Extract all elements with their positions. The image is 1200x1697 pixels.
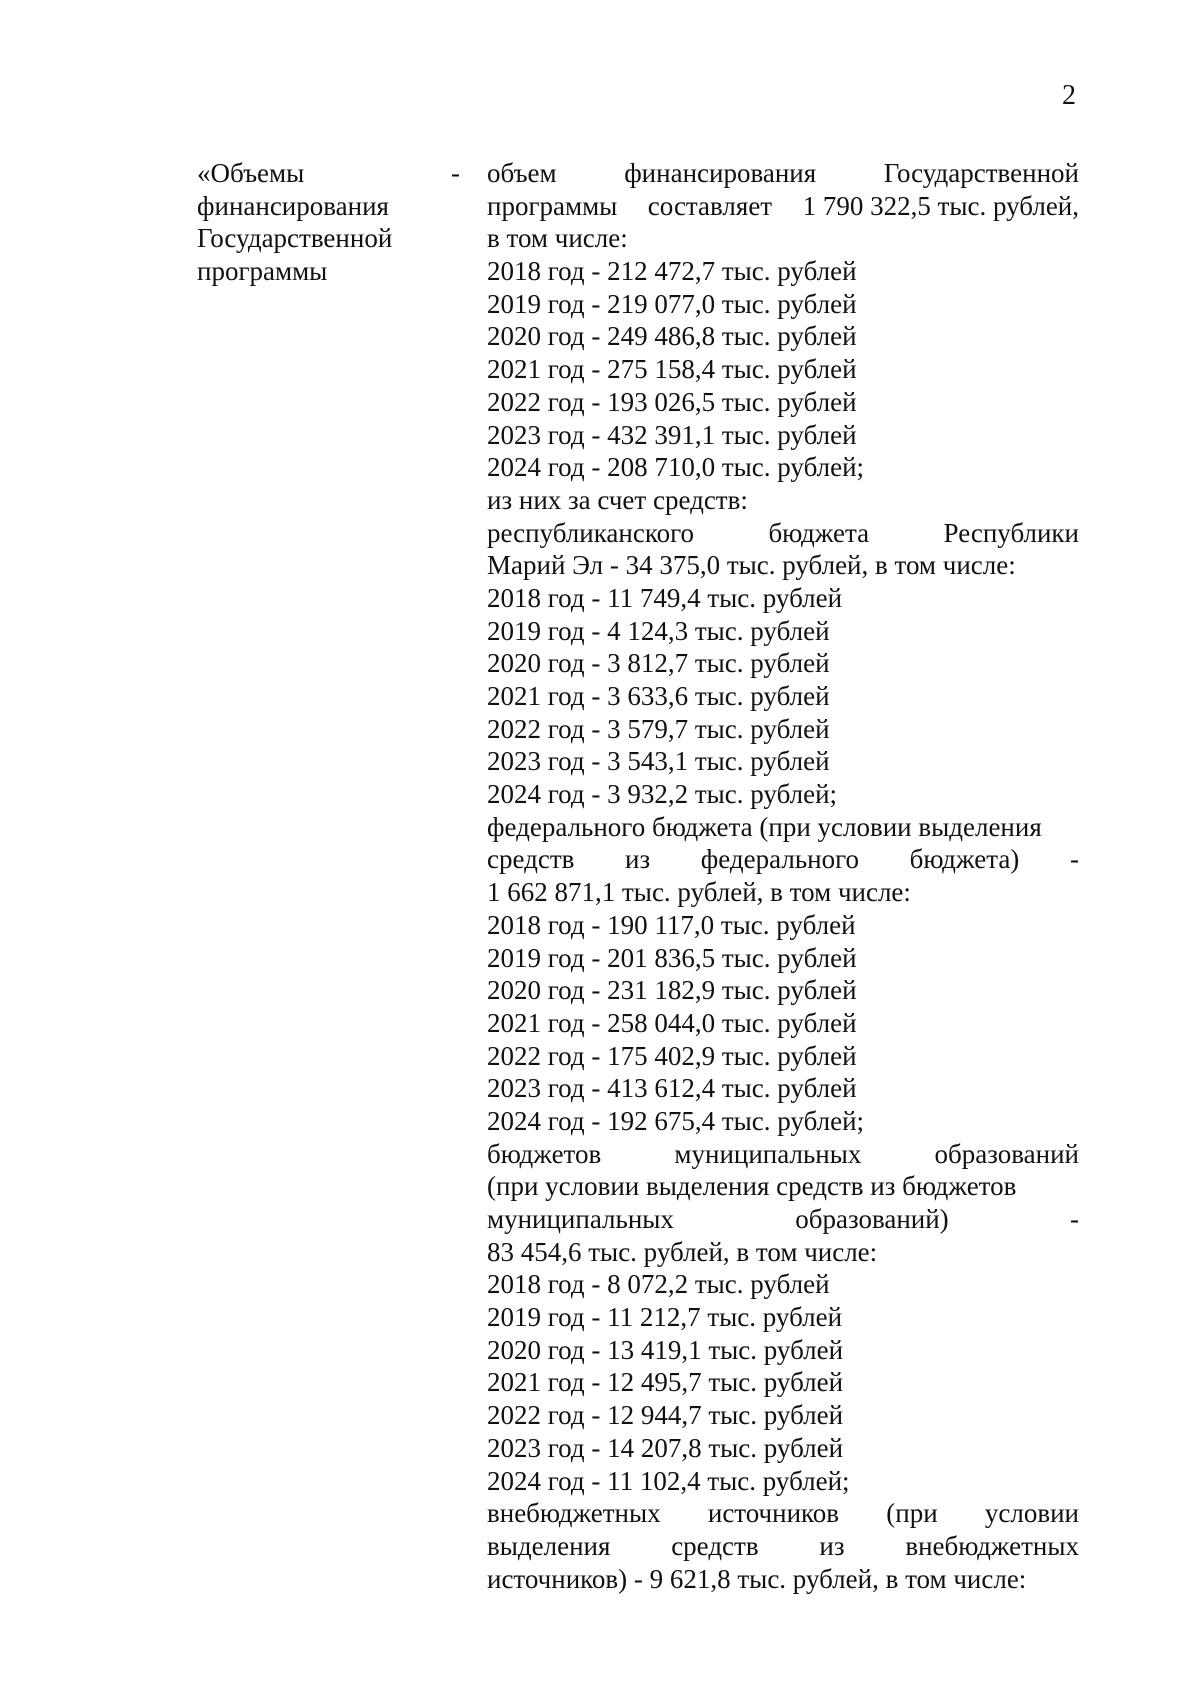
funding-line: 2020 год - 249 486,8 тыс. рублей: [487, 321, 857, 352]
funding-line-word: бюджета: [768, 517, 870, 548]
funding-line: 2022 год - 3 579,7 тыс. рублей: [487, 713, 830, 744]
funding-line: 2022 год - 175 402,9 тыс. рублей: [487, 1040, 857, 1071]
funding-line: 83 454,6 тыс. рублей, в том числе:: [487, 1236, 878, 1267]
funding-line: Марий Эл - 34 375,0 тыс. рублей, в том числе:: [487, 550, 1016, 581]
funding-line: в том числе:: [487, 223, 628, 254]
funding-line: 2018 год - 212 472,7 тыс. рублей: [487, 256, 857, 287]
funding-line: [487, 517, 1079, 550]
funding-line-word: из: [819, 1530, 845, 1561]
funding-line-word: средств: [487, 844, 575, 875]
funding-line-word: Государственной: [883, 158, 1079, 188]
funding-line: 2022 год - 12 944,7 тыс. рублей: [487, 1400, 844, 1431]
funding-line: [487, 1530, 1079, 1563]
funding-line: 2021 год - 275 158,4 тыс. рублей: [487, 354, 857, 385]
funding-line: 2024 год - 3 932,2 тыс. рублей;: [487, 779, 838, 810]
separator-dash: -: [451, 158, 460, 188]
funding-line: 2021 год - 3 633,6 тыс. рублей: [487, 681, 830, 711]
funding-line: 2020 год - 13 419,1 тыс. рублей: [487, 1334, 844, 1365]
funding-line: федерального бюджета (при условии выделения: [487, 811, 1042, 842]
funding-line-word: бюджета): [909, 844, 1020, 875]
funding-line-word: финансирования: [624, 158, 817, 188]
page-number: 2: [1062, 80, 1076, 111]
funding-line: 2024 год - 208 710,0 тыс. рублей;: [487, 452, 865, 483]
funding-line: 1 662 871,1 тыс. рублей, в том числе:: [487, 877, 911, 908]
section-title-line: программы: [197, 256, 328, 287]
funding-line-word: объем: [487, 158, 557, 188]
funding-line-word: условии: [984, 1498, 1079, 1529]
funding-line-word: -: [1069, 1204, 1079, 1234]
funding-line: [487, 843, 1079, 876]
funding-description: [487, 157, 1079, 1595]
funding-line: [487, 1138, 1079, 1171]
funding-line-word: из: [625, 844, 651, 875]
funding-line: [487, 190, 1079, 223]
funding-line: 2023 год - 413 612,4 тыс. рублей: [487, 1073, 857, 1104]
funding-line: 2023 год - 432 391,1 тыс. рублей: [487, 419, 857, 450]
funding-line: 2019 год - 201 836,5 тыс. рублей: [487, 942, 857, 973]
section-title-line: «Объемы: [197, 158, 305, 188]
funding-line: 2019 год - 4 124,3 тыс. рублей: [487, 615, 830, 646]
funding-line: [487, 1497, 1079, 1530]
funding-line-word: Республики: [943, 517, 1079, 548]
funding-line: источников) - 9 621,8 тыс. рублей, в том числе:: [487, 1563, 1027, 1594]
funding-line: [487, 157, 1079, 190]
funding-line: 2023 год - 3 543,1 тыс. рублей: [487, 746, 830, 777]
funding-line: 2024 год - 192 675,4 тыс. рублей;: [487, 1105, 865, 1136]
funding-line-word: образований): [795, 1204, 949, 1234]
funding-line-word: внебюджетных: [487, 1498, 661, 1529]
funding-line-word: республиканского: [487, 517, 694, 548]
funding-line: 2021 год - 12 495,7 тыс. рублей: [487, 1367, 844, 1398]
funding-line-word: муниципальных: [487, 1204, 674, 1234]
funding-line: 2018 год - 190 117,0 тыс. рублей: [487, 909, 856, 940]
funding-line-word: федерального: [700, 844, 859, 875]
funding-line: из них за счет средств:: [487, 484, 748, 515]
funding-line-word: средств: [671, 1530, 759, 1561]
funding-line: 2019 год - 11 212,7 тыс. рублей: [487, 1302, 843, 1333]
funding-line: 2018 год - 8 072,2 тыс. рублей: [487, 1269, 830, 1300]
funding-line-word: внебюджетных: [905, 1530, 1079, 1561]
funding-line-word: муниципальных: [674, 1138, 862, 1169]
funding-line: 2022 год - 193 026,5 тыс. рублей: [487, 386, 857, 417]
funding-line: 2023 год - 14 207,8 тыс. рублей: [487, 1432, 844, 1463]
section-title: [197, 157, 437, 288]
funding-line: [487, 1203, 1079, 1236]
funding-line-word: (при: [886, 1498, 938, 1529]
funding-line-word: бюджетов: [487, 1138, 602, 1169]
funding-line: 2024 год - 11 102,4 тыс. рублей;: [487, 1465, 850, 1496]
funding-line: (при условии выделения средств из бюджетов: [487, 1171, 1017, 1202]
funding-line-word: источников: [707, 1498, 840, 1529]
funding-line-word: составляет: [647, 190, 773, 221]
funding-line: 2020 год - 3 812,7 тыс. рублей: [487, 648, 830, 679]
section-title-line: Государственной: [197, 223, 393, 254]
funding-line-word: -: [1069, 844, 1079, 875]
funding-line-word: программы: [487, 190, 618, 221]
funding-line: 2019 год - 219 077,0 тыс. рублей: [487, 288, 857, 319]
funding-line-word: образований: [934, 1138, 1079, 1169]
funding-line-word: 1 790 322,5 тыс. рублей,: [802, 190, 1079, 221]
funding-line: 2018 год - 11 749,4 тыс. рублей: [487, 582, 843, 613]
funding-line: 2021 год - 258 044,0 тыс. рублей: [487, 1007, 857, 1038]
section-title-line: финансирования: [197, 190, 389, 221]
funding-line-word: выделения: [487, 1530, 611, 1561]
funding-line: 2020 год - 231 182,9 тыс. рублей: [487, 975, 857, 1006]
